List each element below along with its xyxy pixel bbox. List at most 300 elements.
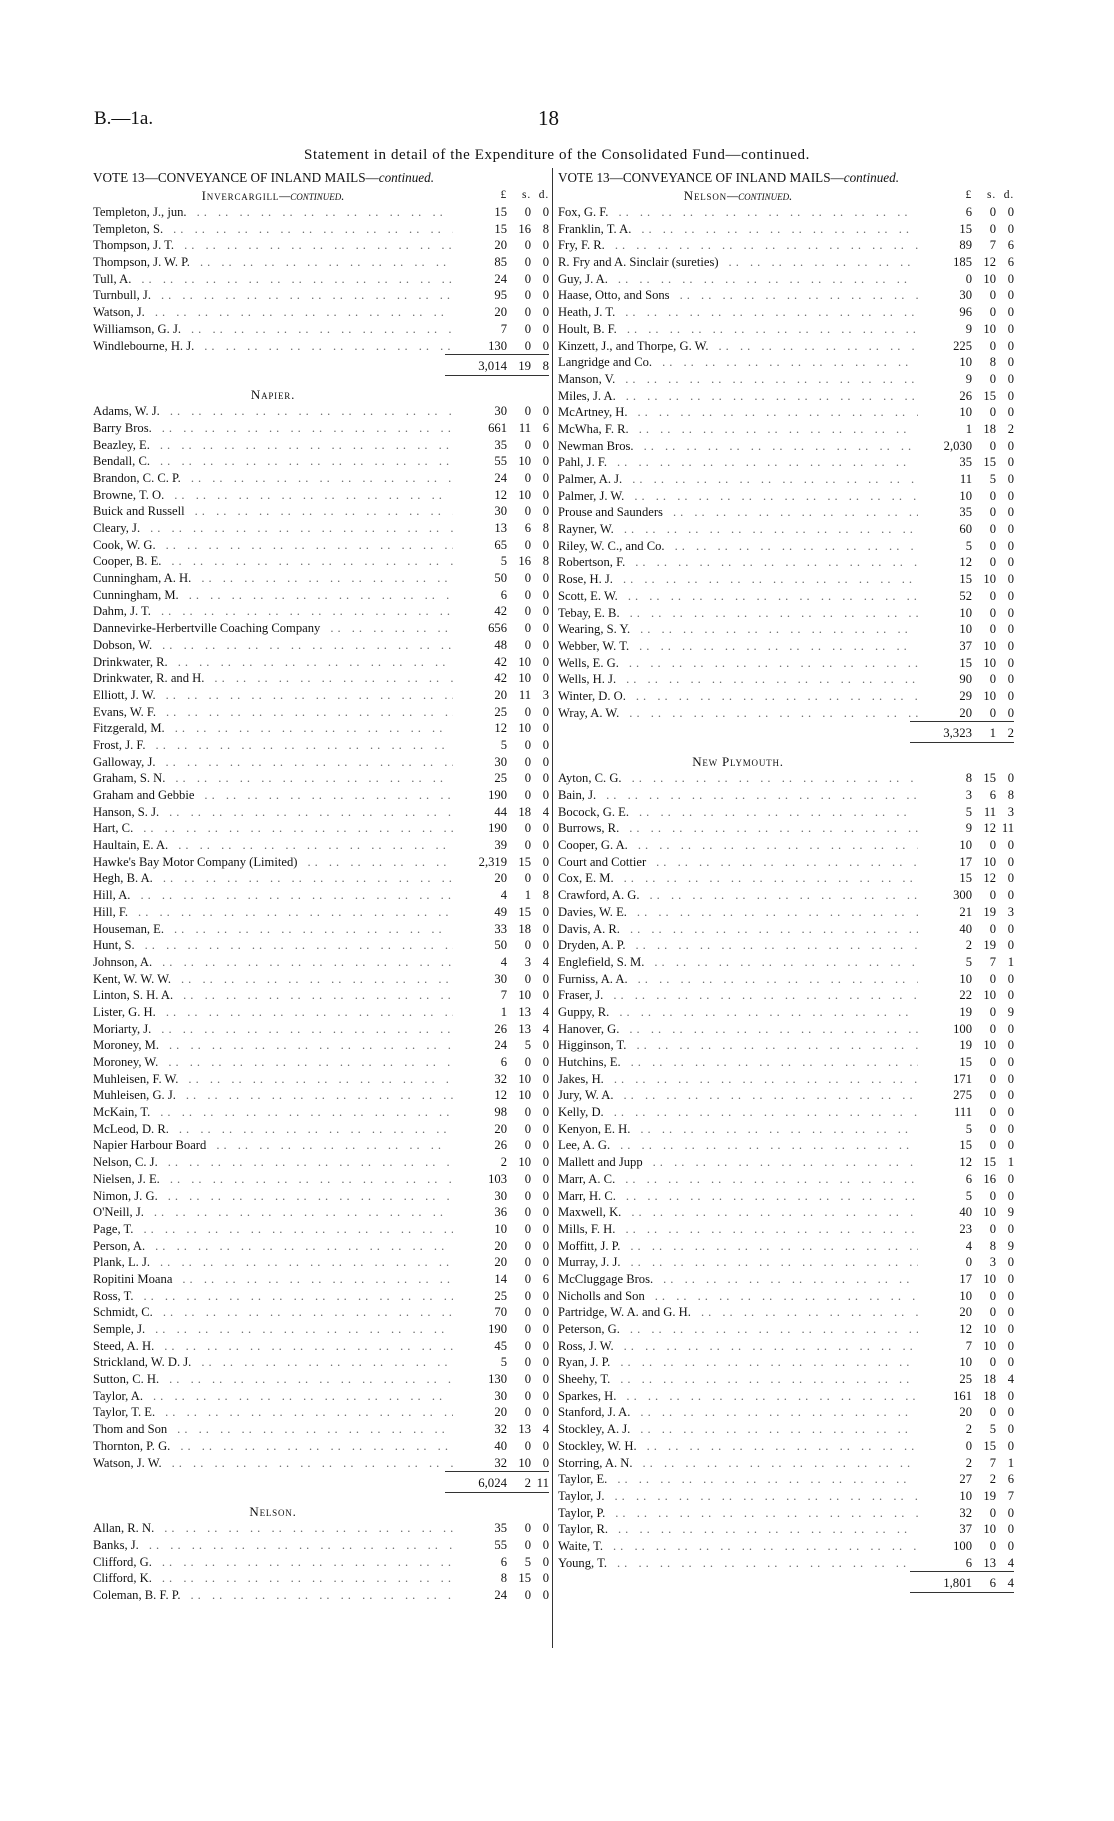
amount <box>453 1321 549 1338</box>
amount <box>453 904 549 921</box>
table-row <box>93 254 549 271</box>
amount-pounds: 32 <box>494 1422 507 1437</box>
amount-pence: 0 <box>542 771 549 786</box>
payee-name <box>558 621 918 638</box>
amount-pounds: 161 <box>953 1388 972 1403</box>
amount-pounds: 5 <box>500 737 507 752</box>
amount-pounds: 24 <box>494 470 507 485</box>
amount <box>918 388 1014 405</box>
payee-name <box>558 1438 918 1455</box>
amount-pence: 8 <box>1007 788 1014 802</box>
payee-name <box>93 870 453 887</box>
payee-text: Prouse and Saunders <box>558 505 667 519</box>
amount <box>918 221 1014 238</box>
table-row <box>93 1304 549 1321</box>
section-continued: —continued. <box>726 189 793 203</box>
amount-pounds: 4 <box>500 954 507 969</box>
payee-text: Moroney, M. <box>93 1038 163 1052</box>
payee-name <box>558 1037 918 1054</box>
payee-text: Muhleisen, G. J. <box>93 1088 180 1102</box>
payee-name <box>93 1554 453 1571</box>
payee-text: Palmer, A. J. <box>558 472 626 486</box>
payee-name <box>558 688 918 705</box>
amount-shillings: 0 <box>989 1305 996 1320</box>
payee-name <box>558 1054 918 1071</box>
amount-shillings: 0 <box>524 1372 531 1387</box>
table-row <box>558 271 1014 288</box>
table-row <box>93 1455 549 1472</box>
amount-shillings: 0 <box>524 1105 531 1120</box>
payee-text: Wells, H. J. <box>558 672 620 686</box>
payee-name <box>558 488 918 505</box>
payee-text: Partridge, W. A. and G. H. <box>558 1305 695 1319</box>
table-row <box>93 503 549 520</box>
payee-name <box>558 1288 918 1305</box>
payee-text: Page, T. <box>93 1222 137 1236</box>
amount-pence: 9 <box>1007 1238 1014 1253</box>
table-row <box>558 571 1014 588</box>
table-row <box>93 887 549 904</box>
amount <box>918 237 1014 254</box>
amount-shillings: 10 <box>518 1155 531 1170</box>
amount-shillings: 0 <box>524 305 531 320</box>
amount-pence: 0 <box>1007 388 1014 403</box>
table-row <box>93 403 549 420</box>
payee-name <box>93 704 453 721</box>
table-row <box>93 1321 549 1338</box>
table-row <box>93 1254 549 1271</box>
amount-pounds: 12 <box>959 1155 972 1170</box>
amount <box>453 321 549 338</box>
amount-shillings: 0 <box>989 505 996 520</box>
amount-pence: 4 <box>542 954 549 969</box>
table-row <box>93 1371 549 1388</box>
amount-shillings: 15 <box>518 1571 531 1586</box>
amount <box>918 1004 1014 1021</box>
table-row <box>93 637 549 654</box>
amount-pounds: 4 <box>965 1238 972 1253</box>
amount <box>918 1137 1014 1154</box>
amount-pence: 0 <box>542 487 549 502</box>
table-row <box>558 1271 1014 1288</box>
amount-pence: 0 <box>542 921 549 936</box>
amount-pence: 0 <box>1007 1071 1014 1086</box>
amount <box>453 654 549 671</box>
amount <box>918 887 1014 904</box>
payee-text: Semple, J. <box>93 1322 149 1336</box>
amount-pounds: 39 <box>494 838 507 853</box>
section-heading <box>93 386 549 403</box>
amount <box>453 570 549 587</box>
amount-pounds: 10 <box>959 605 972 620</box>
payee-name <box>558 588 918 605</box>
payee-text: Ross, J. W. <box>558 1339 618 1353</box>
amount-pounds: 7 <box>965 1338 972 1353</box>
amount-pounds: 300 <box>953 888 972 903</box>
payee-name <box>93 1455 453 1472</box>
table-row <box>558 1121 1014 1138</box>
payee-name <box>558 237 918 254</box>
amount-shillings: 0 <box>524 838 531 853</box>
payee-name <box>93 420 453 437</box>
payee-text: Wray, A. W. <box>558 706 623 720</box>
amount <box>453 603 549 620</box>
payee-text: Burrows, R. <box>558 821 623 835</box>
payee-text: Lister, G. H. <box>93 1005 160 1019</box>
table-row <box>558 1188 1014 1205</box>
table-row <box>558 937 1014 954</box>
payee-name <box>93 720 453 737</box>
payee-name <box>93 1087 453 1104</box>
amount-pounds: 130 <box>488 1372 507 1387</box>
amount-pence: 0 <box>542 788 549 802</box>
amount-shillings: 0 <box>989 1121 996 1136</box>
amount-shillings: 19 <box>983 904 996 919</box>
amount <box>453 304 549 321</box>
amount-pence: 0 <box>542 404 549 419</box>
amount-shillings: 0 <box>524 238 531 253</box>
amount-pounds: 20 <box>494 1255 507 1270</box>
amount <box>453 954 549 971</box>
table-row <box>93 470 549 487</box>
payee-name <box>93 1071 453 1088</box>
table-row <box>93 1087 549 1104</box>
payee-text: Franklin, T. A. <box>558 222 635 236</box>
amount-pounds: 15 <box>959 1055 972 1069</box>
section-name: Invercargill <box>201 188 280 203</box>
amount <box>918 1538 1014 1555</box>
payee-name <box>93 570 453 587</box>
payee-text: Galloway, J. <box>93 755 160 769</box>
amount-pence: 0 <box>542 938 549 953</box>
payee-text: Sheehy, T. <box>558 1372 614 1386</box>
payee-text: Clifford, G. <box>93 1555 156 1569</box>
amount-shillings: 13 <box>518 1004 531 1019</box>
amount <box>918 705 1014 722</box>
payee-name <box>93 437 453 454</box>
amount <box>918 554 1014 571</box>
amount-pounds: 10 <box>959 1488 972 1503</box>
amount <box>453 553 549 570</box>
table-row <box>558 1004 1014 1021</box>
table-row <box>93 1238 549 1255</box>
amount-pence: 0 <box>542 1105 549 1120</box>
payee-name <box>558 538 918 555</box>
amount <box>918 921 1014 938</box>
amount-pounds: 50 <box>494 571 507 586</box>
section-total <box>558 1571 1014 1593</box>
currency-header <box>918 187 1014 204</box>
amount-shillings: 1 <box>524 888 531 903</box>
payee-text: McLeod, D. R. <box>93 1122 173 1136</box>
table-row <box>93 1438 549 1455</box>
amount <box>918 1488 1014 1505</box>
amount-pence: 0 <box>1007 622 1014 637</box>
amount-pence: 3 <box>1007 904 1014 919</box>
amount-pounds: 15 <box>494 221 507 236</box>
amount-pounds: 10 <box>959 971 972 986</box>
table-row <box>93 1554 549 1571</box>
payee-name <box>93 553 453 570</box>
amount <box>453 921 549 938</box>
amount-pounds: 25 <box>494 1288 507 1303</box>
amount-pence: 6 <box>542 420 549 435</box>
amount-shillings: 5 <box>989 472 996 486</box>
amount-shillings: 0 <box>989 288 996 303</box>
amount-pounds: 48 <box>494 637 507 652</box>
amount-shillings: 0 <box>989 1405 996 1420</box>
payee-name <box>558 438 918 455</box>
amount-pence: 0 <box>1007 1221 1014 1236</box>
payee-text: Thom and Son <box>93 1422 171 1436</box>
amount <box>453 1421 549 1438</box>
amount-pounds: 45 <box>494 1338 507 1353</box>
section-gap <box>558 743 1014 753</box>
amount-shillings: 11 <box>983 804 996 819</box>
amount-pence: 0 <box>542 1521 549 1536</box>
amount-shillings: 0 <box>524 938 531 953</box>
amount-shillings: 5 <box>524 1038 531 1053</box>
payee-name <box>93 254 453 271</box>
amount-pounds: 17 <box>959 1271 972 1286</box>
amount-pence: 8 <box>542 888 549 903</box>
payee-name <box>93 887 453 904</box>
payee-name <box>93 804 453 821</box>
amount-shillings: 0 <box>989 438 996 453</box>
payee-name <box>93 1587 453 1604</box>
amount-pounds: 20 <box>494 1121 507 1136</box>
amount-pounds: 22 <box>959 988 972 1003</box>
payee-name <box>93 537 453 554</box>
payee-name <box>93 271 453 288</box>
payee-text: Buick and Russell <box>93 504 189 518</box>
amount-pounds: 12 <box>959 1322 972 1336</box>
amount-shillings: 0 <box>524 621 531 636</box>
amount-pounds: 5 <box>965 538 972 553</box>
amount-pounds: 5 <box>500 1355 507 1370</box>
table-row <box>558 1204 1014 1221</box>
payee-text: Williamson, G. J. <box>93 322 185 336</box>
payee-name <box>558 1071 918 1088</box>
amount-pounds: 0 <box>965 1255 972 1270</box>
payee-name <box>558 1538 918 1555</box>
amount-shillings: 0 <box>989 371 996 386</box>
table-row <box>93 770 549 787</box>
amount-pounds: 10 <box>959 622 972 637</box>
payee-text: Browne, T. O. <box>93 488 168 502</box>
amount-pence: 0 <box>1007 288 1014 303</box>
table-row <box>93 1171 549 1188</box>
amount-pounds: 35 <box>494 437 507 452</box>
amount-pence: 0 <box>542 1038 549 1053</box>
payee-text: Fry, F. R. <box>558 238 609 252</box>
amount <box>918 671 1014 688</box>
amount-shillings: 10 <box>983 1271 996 1286</box>
table-row <box>558 304 1014 321</box>
section-gap <box>93 1493 549 1503</box>
payee-text: Nimon, J. G. <box>93 1189 162 1203</box>
amount-shillings: 0 <box>524 754 531 769</box>
amount <box>918 1087 1014 1104</box>
amount-pence: 0 <box>542 838 549 853</box>
amount-pence: 11 <box>1001 821 1014 836</box>
payee-text: Hill, F. <box>93 905 132 919</box>
amount <box>910 721 1014 743</box>
amount-shillings: 10 <box>983 1322 996 1336</box>
amount-shillings: 5 <box>989 1422 996 1437</box>
table-row <box>558 354 1014 371</box>
amount-pence: 0 <box>1007 271 1014 286</box>
amount-pence: 0 <box>542 437 549 452</box>
amount-shillings: 0 <box>524 1171 531 1186</box>
payee-text: Linton, S. H. A. <box>93 988 177 1002</box>
payee-text: Taylor, A. <box>93 1389 147 1403</box>
amount-shillings: 10 <box>518 1455 531 1470</box>
amount <box>453 1171 549 1188</box>
amount-pence: 0 <box>1007 605 1014 620</box>
amount-shillings: 0 <box>989 1071 996 1086</box>
payee-text: Langridge and Co. <box>558 355 656 369</box>
amount <box>453 870 549 887</box>
amount-shillings: 16 <box>518 221 531 236</box>
section-name: New Plymouth. <box>692 754 784 770</box>
payee-name <box>93 937 453 954</box>
table-row <box>93 971 549 988</box>
amount <box>910 1571 1014 1593</box>
table-row <box>93 737 549 754</box>
amount-pounds: 89 <box>959 238 972 253</box>
amount-pounds: 2 <box>500 1155 507 1170</box>
amount-pounds: 52 <box>959 588 972 603</box>
table-row <box>558 504 1014 521</box>
amount-shillings: 6 <box>524 521 531 535</box>
payee-name <box>558 1221 918 1238</box>
amount-shillings: 0 <box>989 338 996 353</box>
amount-shillings: 10 <box>983 572 996 587</box>
table-row <box>558 1354 1014 1371</box>
amount-pence: 0 <box>542 1221 549 1236</box>
amount-pounds: 35 <box>959 455 972 470</box>
payee-name <box>93 787 453 804</box>
payee-text: Drinkwater, R. and H. <box>93 671 208 685</box>
table-row <box>558 688 1014 705</box>
payee-name <box>558 1421 918 1438</box>
table-row <box>558 1404 1014 1421</box>
amount-pounds: 7 <box>500 321 507 336</box>
amount-pence: 0 <box>542 654 549 669</box>
amount <box>453 1054 549 1071</box>
amount <box>918 1455 1014 1472</box>
amount-pence: 0 <box>1007 1138 1014 1153</box>
amount <box>918 287 1014 304</box>
amount-shillings: 0 <box>989 1004 996 1019</box>
amount-pounds: 1 <box>965 421 972 436</box>
payee-text: Adams, W. J. <box>93 404 164 418</box>
amount <box>918 354 1014 371</box>
amount <box>453 1104 549 1121</box>
amount-pounds: 20 <box>959 705 972 720</box>
payee-name <box>93 1388 453 1405</box>
payee-text: Taylor, P. <box>558 1506 609 1520</box>
amount <box>453 1354 549 1371</box>
table-row <box>93 1221 549 1238</box>
payee-name <box>93 1570 453 1587</box>
amount-shillings: 0 <box>989 1221 996 1236</box>
amount-pounds: 32 <box>494 1071 507 1086</box>
amount-pounds: 50 <box>494 938 507 953</box>
amount-pence: 0 <box>542 271 549 286</box>
table-row <box>558 1154 1014 1171</box>
amount-shillings: 10 <box>983 688 996 703</box>
amount-pounds: 30 <box>494 754 507 769</box>
amount-shillings: 15 <box>983 1155 996 1170</box>
payee-text: Mills, F. H. <box>558 1222 619 1236</box>
amount-shillings: 2 <box>524 1476 531 1491</box>
amount-shillings: 0 <box>989 971 996 986</box>
payee-text: Ayton, C. G. <box>558 771 626 785</box>
payee-text: Cook, W. G. <box>93 538 160 552</box>
table-row <box>93 804 549 821</box>
amount-pounds: £ <box>965 189 972 201</box>
amount-shillings: 18 <box>518 921 531 936</box>
amount-shillings: 0 <box>524 1138 531 1153</box>
amount-shillings: 13 <box>518 1422 531 1437</box>
amount <box>918 304 1014 321</box>
amount-pence: 0 <box>1007 371 1014 386</box>
amount-shillings: 0 <box>524 788 531 802</box>
payee-text: Thompson, J. W. P. <box>93 255 194 269</box>
amount-pence: 0 <box>1007 505 1014 520</box>
amount-shillings: 0 <box>989 221 996 236</box>
payee-text: Taylor, E. <box>558 1472 611 1486</box>
amount-shillings: 0 <box>989 1188 996 1203</box>
amount-shillings: 19 <box>983 1488 996 1503</box>
table-row <box>93 754 549 771</box>
payee-name <box>558 1254 918 1271</box>
payee-name <box>558 338 918 355</box>
table-row <box>93 870 549 887</box>
payee-text: Taylor, J. <box>558 1489 609 1503</box>
payee-text: Dryden, A. P. <box>558 938 630 952</box>
vote-header: VOTE 13—CONVEYANCE OF INLAND MAILS—continued. <box>93 170 435 185</box>
amount <box>453 1587 549 1604</box>
payee-text: Wells, E. G. <box>558 656 623 670</box>
section-label <box>93 187 453 204</box>
amount-pounds: 10 <box>959 1355 972 1370</box>
payee-name <box>558 1521 918 1538</box>
table-row <box>558 1438 1014 1455</box>
amount-pounds: 2,030 <box>943 438 972 453</box>
amount-pence: 0 <box>542 1121 549 1136</box>
payee-name <box>93 403 453 420</box>
table-row <box>93 1537 549 1554</box>
payee-name <box>558 287 918 304</box>
amount <box>918 404 1014 421</box>
amount <box>918 1371 1014 1388</box>
amount <box>453 1288 549 1305</box>
payee-text: Higginson, T. <box>558 1038 630 1052</box>
amount-pence: 0 <box>542 1554 549 1569</box>
table-row <box>558 1505 1014 1522</box>
amount-shillings: s. <box>522 189 531 201</box>
payee-text: Marr, A. C. <box>558 1172 619 1186</box>
table-row <box>558 1037 1014 1054</box>
amount-pounds: 65 <box>494 537 507 552</box>
section-total <box>93 1471 549 1493</box>
amount-pounds: 42 <box>494 604 507 619</box>
payee-text: Stockley, W. H. <box>558 1439 641 1453</box>
amount-shillings: 11 <box>518 420 531 435</box>
